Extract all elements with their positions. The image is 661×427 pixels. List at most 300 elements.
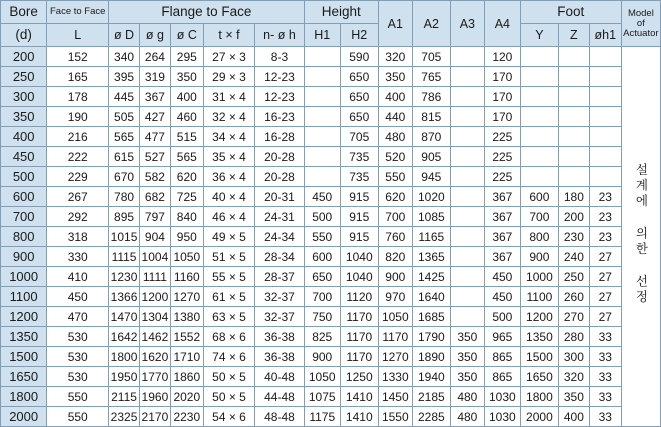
table-cell: 260 [558,287,589,307]
bore-cell: 600 [1,187,47,207]
table-cell: 318 [47,227,109,247]
bore-cell: 300 [1,87,47,107]
table-cell [520,167,558,187]
table-cell: 225 [484,127,520,147]
table-cell: 450 [484,267,520,287]
table-cell [450,227,484,247]
table-cell: 970 [378,287,412,307]
table-cell: 1800 [520,387,558,407]
table-cell: 1642 [109,327,140,347]
table-cell [450,247,484,267]
table-cell: 8-3 [255,47,304,67]
header-a4: A4 [484,1,520,47]
table-cell: 32 × 4 [203,107,254,127]
table-cell: 200 [558,207,589,227]
table-cell [450,307,484,327]
table-cell: 735 [340,147,378,167]
table-cell: 500 [304,207,340,227]
table-cell: 550 [47,407,109,427]
table-cell: 27 × 3 [203,47,254,67]
table-cell: 1366 [109,287,140,307]
table-cell: 615 [109,147,140,167]
table-cell: 295 [170,47,203,67]
table-cell: 350 [450,347,484,367]
table-cell: 1000 [520,267,558,287]
table-cell: 1170 [340,327,378,347]
table-cell: 530 [47,327,109,347]
table-cell: 582 [139,167,170,187]
table-cell: 735 [340,167,378,187]
table-cell: 24-31 [255,207,304,227]
table-cell: 28-34 [255,247,304,267]
table-cell: 1085 [412,207,450,227]
table-cell: 33 [589,387,621,407]
table-cell: 2115 [109,387,140,407]
table-row [1,47,661,67]
table-cell: 1330 [378,367,412,387]
table-cell: 400 [558,407,589,427]
table-cell: 1800 [109,347,140,367]
table-row [1,387,661,407]
table-cell: 620 [378,187,412,207]
table-cell: 23 [589,207,621,227]
table-cell: 480 [450,387,484,407]
table-cell: 1170 [340,347,378,367]
table-cell [589,47,621,67]
table-cell: 36-38 [255,347,304,367]
table-cell [450,87,484,107]
table-cell: 120 [484,47,520,67]
table-cell: 33 [589,407,621,427]
model-line-3: Actuator [623,27,659,39]
table-cell [450,187,484,207]
table-cell [304,167,340,187]
table-cell: 264 [139,47,170,67]
header-foot: Foot [520,1,621,24]
table-cell: 682 [139,187,170,207]
table-cell: 24-34 [255,227,304,247]
table-cell: 470 [47,307,109,327]
table-cell: 700 [520,207,558,227]
table-header [1,1,661,47]
table-cell: 35 × 4 [203,147,254,167]
table-cell [520,67,558,87]
table-cell [520,87,558,107]
table-cell [589,67,621,87]
header-bore: Bore [1,1,47,24]
table-cell [520,147,558,167]
table-cell: 267 [47,187,109,207]
table-cell: 1120 [340,287,378,307]
bore-cell: 250 [1,67,47,87]
table-cell: 300 [558,347,589,367]
table-cell: 367 [139,87,170,107]
table-cell: 2285 [412,407,450,427]
table-cell: 32-37 [255,287,304,307]
table-cell: 900 [520,247,558,267]
table-cell: 895 [109,207,140,227]
table-cell: 1710 [170,347,203,367]
table-cell: 1050 [170,247,203,267]
table-cell: 1200 [520,307,558,327]
table-cell: 765 [412,67,450,87]
table-cell: 68 × 6 [203,327,254,347]
table-cell: 427 [139,107,170,127]
bore-cell: 400 [1,127,47,147]
table-cell [558,87,589,107]
table-cell [558,167,589,187]
table-cell: 165 [47,67,109,87]
bore-cell: 1350 [1,327,47,347]
table-row [1,167,661,187]
table-cell: 865 [484,347,520,367]
header-h1: H1 [304,24,340,47]
table-row [1,107,661,127]
actuator-note-cell [621,47,660,427]
table-cell [558,147,589,167]
table-cell: 1410 [340,407,378,427]
table-cell [304,67,340,87]
table-cell: 1004 [139,247,170,267]
table-cell: 700 [378,207,412,227]
table-cell: 48-48 [255,407,304,427]
model-line-1: Model [627,7,654,19]
model-line-2: of [636,17,645,29]
table-cell: 800 [520,227,558,247]
table-cell: 1250 [340,367,378,387]
table-cell: 550 [304,227,340,247]
table-cell: 1425 [412,267,450,287]
table-cell: 1770 [139,367,170,387]
table-cell: 725 [170,187,203,207]
table-cell: 44-48 [255,387,304,407]
table-cell: 350 [378,67,412,87]
table-cell: 500 [484,307,520,327]
table-cell: 527 [139,147,170,167]
table-cell: 222 [47,147,109,167]
table-cell: 450 [304,187,340,207]
table-cell: 178 [47,87,109,107]
table-cell: 670 [109,167,140,187]
table-cell: 230 [558,227,589,247]
table-cell: 61 × 5 [203,287,254,307]
table-cell: 367 [484,227,520,247]
table-cell: 1050 [304,367,340,387]
table-cell: 40 × 4 [203,187,254,207]
table-cell: 367 [484,187,520,207]
table-cell: 650 [340,67,378,87]
table-row [1,327,661,347]
table-cell: 550 [378,167,412,187]
table-cell: 27 [589,267,621,287]
bore-cell: 900 [1,247,47,267]
table-cell [589,167,621,187]
table-cell: 1230 [109,267,140,287]
table-cell [450,127,484,147]
header-flange-to-face: Flange to Face [109,1,305,24]
table-cell: 1450 [378,387,412,407]
table-cell: 170 [484,67,520,87]
table-cell: 915 [340,207,378,227]
table-cell: 1350 [520,327,558,347]
table-row [1,87,661,107]
header-txf: t × f [203,24,254,47]
table-row [1,347,661,367]
table-cell [589,87,621,107]
table-cell: 1270 [378,347,412,367]
table-cell: 1015 [109,227,140,247]
table-cell [450,207,484,227]
table-cell: 825 [304,327,340,347]
table-cell: 450 [484,287,520,307]
table-cell: 54 × 6 [203,407,254,427]
header-d: ø D [109,24,140,47]
table-cell: 460 [170,107,203,127]
table-cell: 280 [558,327,589,347]
table-cell [450,287,484,307]
table-cell: 900 [304,347,340,367]
table-cell: 27 [589,307,621,327]
table-cell: 1170 [340,307,378,327]
table-cell: 1100 [520,287,558,307]
header-z: Z [558,24,589,47]
table-row [1,267,661,287]
table-cell: 32-37 [255,307,304,327]
table-cell: 2325 [109,407,140,427]
table-cell: 1640 [412,287,450,307]
table-row [1,147,661,167]
table-cell: 445 [109,87,140,107]
table-cell: 27 [589,287,621,307]
table-cell [589,107,621,127]
table-cell: 16-23 [255,107,304,127]
bore-cell: 1000 [1,267,47,287]
table-cell: 705 [412,47,450,67]
table-cell: 900 [378,267,412,287]
table-cell [304,47,340,67]
table-cell: 965 [484,327,520,347]
table-cell [520,127,558,147]
header-y: Y [520,24,558,47]
table-cell: 515 [170,127,203,147]
header-nh: n- ø h [255,24,304,47]
table-cell: 945 [412,167,450,187]
table-cell: 74 × 6 [203,347,254,367]
table-cell: 395 [109,67,140,87]
table-cell: 505 [109,107,140,127]
table-cell: 320 [378,47,412,67]
table-cell: 36 × 4 [203,167,254,187]
header-oh1: øh1 [589,24,621,47]
table-cell: 1304 [139,307,170,327]
table-cell: 650 [304,267,340,287]
table-cell: 1940 [412,367,450,387]
table-cell: 1960 [139,387,170,407]
header-face-to-face: Face to Face [47,1,109,24]
table-cell: 46 × 4 [203,207,254,227]
table-cell [304,107,340,127]
actuator-note: 설계에 의한 선정 [633,163,648,306]
table-cell: 1410 [340,387,378,407]
table-cell: 49 × 5 [203,227,254,247]
table-cell: 23 [589,227,621,247]
table-cell: 530 [47,367,109,387]
table-cell: 1890 [412,347,450,367]
table-cell [558,47,589,67]
table-cell [558,127,589,147]
table-cell: 330 [47,247,109,267]
table-cell: 700 [304,287,340,307]
table-cell: 23 [589,187,621,207]
table-cell: 20-31 [255,187,304,207]
table-cell: 950 [170,227,203,247]
table-cell: 565 [109,127,140,147]
header-l: L [47,24,109,47]
table-cell [450,47,484,67]
table-cell: 600 [520,187,558,207]
table-cell: 350 [450,367,484,387]
table-cell: 1175 [304,407,340,427]
bore-cell: 1500 [1,347,47,367]
bore-cell: 200 [1,47,47,67]
table-cell: 1470 [109,307,140,327]
table-cell: 1685 [412,307,450,327]
header-a3: A3 [450,1,484,47]
table-row [1,407,661,427]
table-cell: 350 [170,67,203,87]
table-cell: 1270 [170,287,203,307]
table-cell: 1040 [340,267,378,287]
table-cell: 1650 [520,367,558,387]
bore-cell: 1200 [1,307,47,327]
table-cell: 1050 [378,307,412,327]
table-cell: 350 [558,387,589,407]
table-cell: 229 [47,167,109,187]
table-cell: 870 [412,127,450,147]
table-cell: 1115 [109,247,140,267]
header-a1: A1 [378,1,412,47]
table-row [1,207,661,227]
table-cell [558,107,589,127]
bore-cell: 350 [1,107,47,127]
table-cell [558,67,589,87]
table-cell: 40-48 [255,367,304,387]
table-cell: 12-23 [255,87,304,107]
table-cell: 650 [340,107,378,127]
table-cell [304,87,340,107]
table-cell: 1160 [170,267,203,287]
table-body [1,47,661,427]
table-cell: 620 [170,167,203,187]
table-cell: 565 [170,147,203,167]
table-cell [450,167,484,187]
table-cell: 36-38 [255,327,304,347]
table-cell: 50 × 5 [203,367,254,387]
table-cell: 2020 [170,387,203,407]
table-cell: 1860 [170,367,203,387]
table-cell: 1165 [412,227,450,247]
table-cell: 760 [378,227,412,247]
table-row [1,247,661,267]
header-a2: A2 [412,1,450,47]
table-cell: 29 × 3 [203,67,254,87]
table-cell: 16-28 [255,127,304,147]
table-cell: 865 [484,367,520,387]
table-cell: 320 [558,367,589,387]
table-cell: 180 [558,187,589,207]
table-cell: 590 [340,47,378,67]
table-cell [450,267,484,287]
table-cell [450,67,484,87]
table-cell [589,127,621,147]
table-cell: 650 [340,87,378,107]
table-cell [304,147,340,167]
table-cell: 1462 [139,327,170,347]
table-row [1,127,661,147]
table-cell: 2230 [170,407,203,427]
table-cell [450,107,484,127]
table-cell: 190 [47,107,109,127]
table-cell: 1111 [139,267,170,287]
table-cell: 216 [47,127,109,147]
table-cell: 367 [484,247,520,267]
table-cell: 2170 [139,407,170,427]
table-cell: 480 [450,407,484,427]
table-cell: 705 [340,127,378,147]
header-bore-unit: (d) [1,24,47,47]
table-cell: 240 [558,247,589,267]
table-cell: 400 [170,87,203,107]
table-cell: 225 [484,167,520,187]
table-cell [304,127,340,147]
table-cell: 1170 [378,327,412,347]
table-cell: 440 [378,107,412,127]
table-cell: 20-28 [255,147,304,167]
table-cell: 170 [484,87,520,107]
header-c: ø C [170,24,203,47]
table-cell [450,147,484,167]
table-cell: 450 [47,287,109,307]
table-cell: 905 [412,147,450,167]
bore-cell: 800 [1,227,47,247]
bore-cell: 1800 [1,387,47,407]
table-cell: 530 [47,347,109,367]
table-cell: 815 [412,107,450,127]
table-cell: 55 × 5 [203,267,254,287]
table-row [1,287,661,307]
table-cell: 904 [139,227,170,247]
bore-cell: 450 [1,147,47,167]
table-cell: 33 [589,347,621,367]
table-row [1,67,661,87]
table-cell: 1040 [340,247,378,267]
table-cell [520,47,558,67]
table-row [1,187,661,207]
table-cell: 63 × 5 [203,307,254,327]
table-cell: 367 [484,207,520,227]
table-cell: 1365 [412,247,450,267]
table-cell: 780 [109,187,140,207]
table-cell: 50 × 5 [203,387,254,407]
table-cell: 477 [139,127,170,147]
table-cell: 1620 [139,347,170,367]
table-row [1,367,661,387]
table-cell: 1500 [520,347,558,367]
table-cell: 1200 [139,287,170,307]
table-cell: 12-23 [255,67,304,87]
bore-cell: 1100 [1,287,47,307]
table-cell: 28-37 [255,267,304,287]
